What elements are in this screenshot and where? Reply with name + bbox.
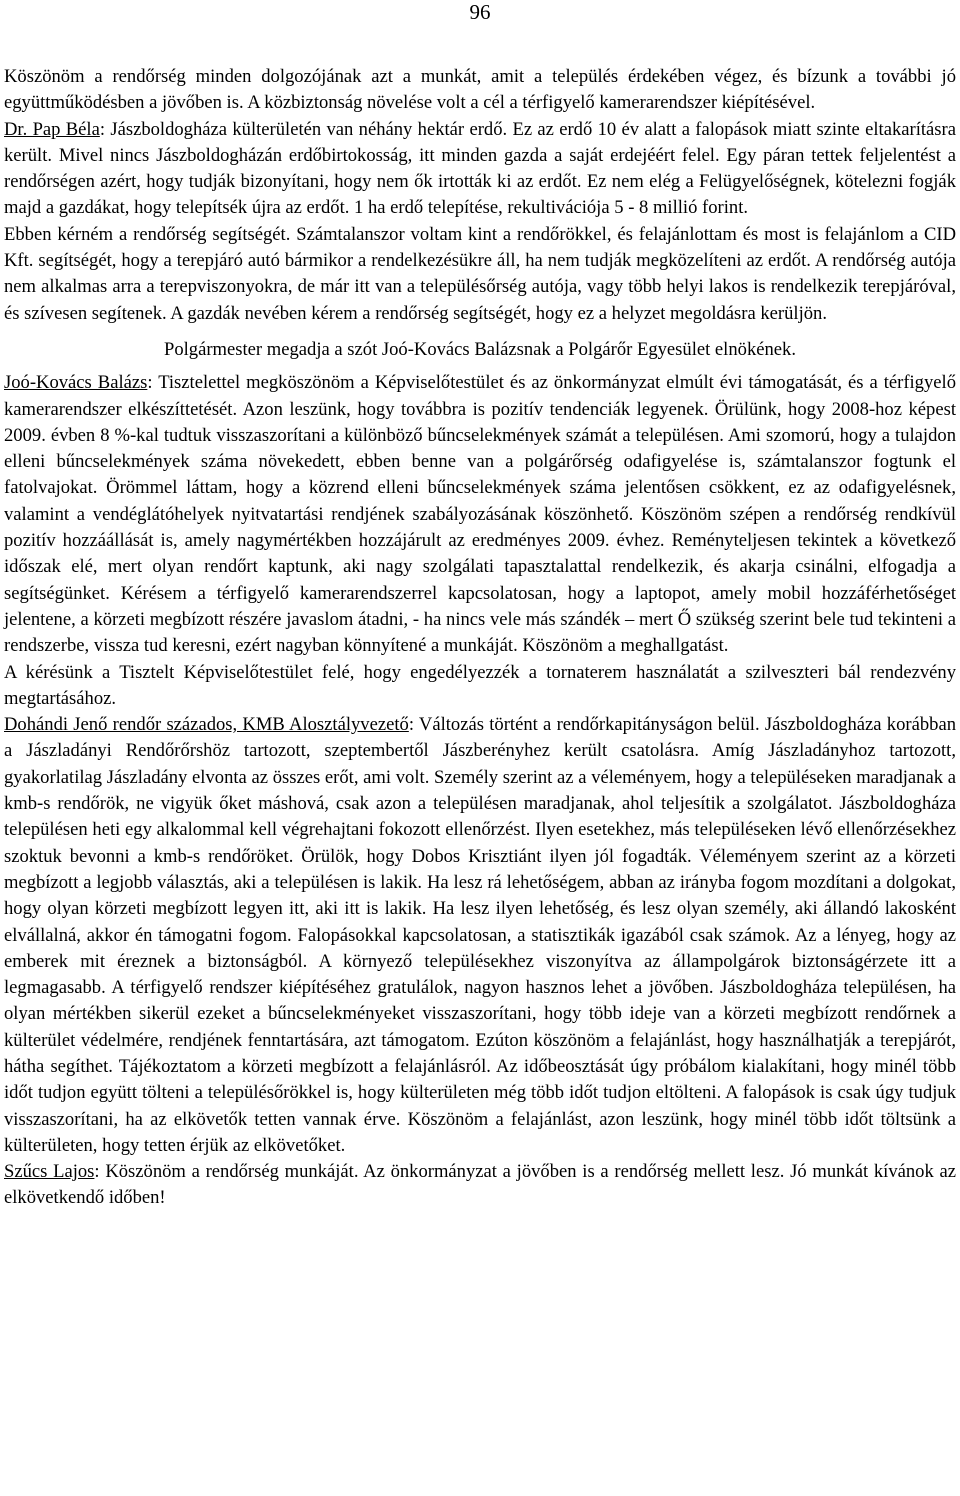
document-body <box>4 64 956 1212</box>
paragraph-szucs <box>4 1159 956 1212</box>
speaker-name: Szűcs Lajos <box>4 1161 95 1183</box>
speech-text: : Tisztelettel megköszönöm a Képviselőtestület és az önkormányzat elmúlt évi támogatását, és a térfigyelő kamerarendszer elkészíttetését. Azon leszünk, hogy továbbra is pozitív tendenciák legyenek. Örülünk, hogy 2008-hoz képest 2009. évben 8 %-kal tudtuk visszaszorítani a különböző bűncselekmények számát a településen. Ami szomorú, hogy a tulajdon elleni bűncselekmények száma növekedett, ebben benne van a polgárőrség odafigyelése is, számtalanszor fogtunk el fatolvajokat. Örömmel láttam, hogy a közrend elleni bűncselekmények száma jelentősen csökkent, ez az odafigyelésnek, valamint a vendéglátóhelyek nyitvatartási rendjének szabályozásának köszönhető. Köszönöm szépen a rendőrség rendkívül pozitív hozzáállását is, amely nagymértékben hozzájárult az eredményes 2009. évhez. Reményteljesen tekintek a következő időszak elé, mert olyan rendőrt kaptunk, aki nagy szolgálati tapasztalattal rendelkezik, és akarja csinálni, elfogadja a segítségünket. Kérésem a térfigyelő kamerarendszerrel kapcsolatosan, hogy a laptopot, amely mobil hozzáférhetőséget jelentene, a körzeti megbízott részére javaslom átadni, - ha nincs vele más szándék – mert Ő szükség szerint bele tud tekinteni a rendszerbe, vissza tud keresni, ezért nagyban könnyítené a munkáját. Köszönöm a meghallgatást. <box>4 372 956 657</box>
paragraph-joo-kovacs <box>4 370 956 659</box>
speaker-name: Dr. Pap Béla <box>4 118 100 140</box>
speaker-name: Dohándi Jenő rendőr százados, KMB Alosztályvezető <box>4 714 409 736</box>
speaker-name: Joó-Kovács Balázs <box>4 372 148 394</box>
paragraph-pap-bela <box>4 117 956 222</box>
paragraph-request-help: Ebben kérném a rendőrség segítségét. Számtalanszor voltam kint a rendőrökkel, és felajánlottam és most is felajánlom a CID Kft. segítségét, hogy a terepjáró autó bármikor a rendelkezésükre áll, ha nem tudják megközelíteni az erdőt. A rendőrség autója nem alkalmas arra a terepviszonyokra, de már itt van a településőrség autója, vagy több helyi lakos is rendelkezik terepjáróval, és szívesen segítenek. A gazdák nevében kérem a rendőrség segítségét, hogy ez a helyzet megoldásra kerüljön. <box>4 223 956 324</box>
speech-text: : Változás történt a rendőrkapitányságon belül. Jászboldogháza korábban a Jászladányi Rendőrőrshöz tartozott, szeptembertől Jászberényhez került csatolásra. Amíg Jászladányhoz tartozott, gyakorlatilag Jászladány elvonta az összes erőt, ami volt. Személy szerint az a véleményem, hogy a településeken maradjanak a kmb-s rendőrök, ne vigyük őket máshová, csak azon a településen maradjanak, ahol teljesítik a szolgálatot. Jászboldogháza településen heti egy alkalommal kell végrehajtani fokozott ellenőrzést. Ilyen esetekhez, más településeken lévő ellenőrzésekhez szoktuk bevonni a kmb-s rendőröket. Örülök, hogy Dobos Krisztiánt ilyen jól fogadták. Véleményem szerint az a körzeti megbízott a legjobb választás, aki a településen is lakik. Ha lesz rá lehetőségem, abban az irányba fogom mozdítani a dolgokat, hogy olyan körzeti megbízott legyen itt, aki itt is lakik. Ha lesz ilyen lehetőség, és lesz olyan személy, aki állandó lakosként elvállalná, akkor én támogatni fogom. Falopásokkal kapcsolatosan, a statisztikák igazából csak számok. Az a lényeg, hogy az emberek mit éreznek a biztonságból. A környező településekhez viszonyítva az állampolgárok biztonságérzete itt a legmagasabb. A térfigyelő rendszer kiépítéséhez gratulálok, nagyon hasznos lehet a jövőben. Jászboldogháza településen, ha olyan mértékben sikerül ezeket a bűncselekményeket visszaszorítani, hogy több ideje van a körzeti megbízott rendőrnek a külterület védelmére, rendjének fenntartására, azt támogatom. Ezúton köszönöm a felajánlást, hogy használhatják a terepjárót, hátha segíthet. Tájékoztatom a körzeti megbízott a felajánlásról. Az időbeosztását úgy próbálom kialakítani, hogy minél több időt tudjon együtt tölteni a településőrökkel is, hogy külterületen még több időt tudjon eltölteni. A falopások is csak úgy tudjuk visszaszorítani, ha az elkövetők tetten vannak érve. Köszönöm a felajánlást, azon leszünk, hogy minél több időt töltsünk a külterületen, hogy tetten érjük az elkövetőket. <box>4 714 956 1156</box>
paragraph-gym-request: A kérésünk a Tisztelt Képviselőtestület felé, hogy engedélyezzék a tornaterem használatát a szilveszteri bál rendezvény megtartásához. <box>4 661 956 709</box>
page-number: 96 <box>469 0 491 24</box>
paragraph-closing-thanks: Köszönöm a rendőrség minden dolgozójának azt a munkát, amit a település érdekében végez, és bízunk a további jó együttműködésben a jövőben is. A közbiztonság növelése volt a cél a térfigyelő kamerarendszer kiépítésével. <box>4 66 956 114</box>
speech-text: : Jászboldogháza külterületén van néhány hektár erdő. Ez az erdő 10 év alatt a falopások miatt szinte eltakarításra került. Mivel nincs Jászboldogházán erdőbirtokosság, itt minden gazda a saját erdejéért felel. Egy páran tettek feljelentést a rendőrségen azért, hogy tudják bizonyítani, hogy nem ők irtották ki az erdőt. Ez nem elég a Felügyelőségnek, kötelezni fogják majd a gazdákat, hogy telepítsék újra az erdőt. 1 ha erdő telepítése, rekultivációja 5 - 8 millió forint. <box>4 118 956 219</box>
paragraph-dohandi <box>4 712 956 1159</box>
speech-text: : Köszönöm a rendőrség munkáját. Az önkormányzat a jövőben is a rendőrség mellett lesz. Jó munkát kívánok az elkövetkendő időben! <box>4 1161 956 1209</box>
paragraph-mayor-gives-floor: Polgármester megadja a szót Joó-Kovács Balázsnak a Polgárőr Egyesület elnökének. <box>164 338 796 360</box>
